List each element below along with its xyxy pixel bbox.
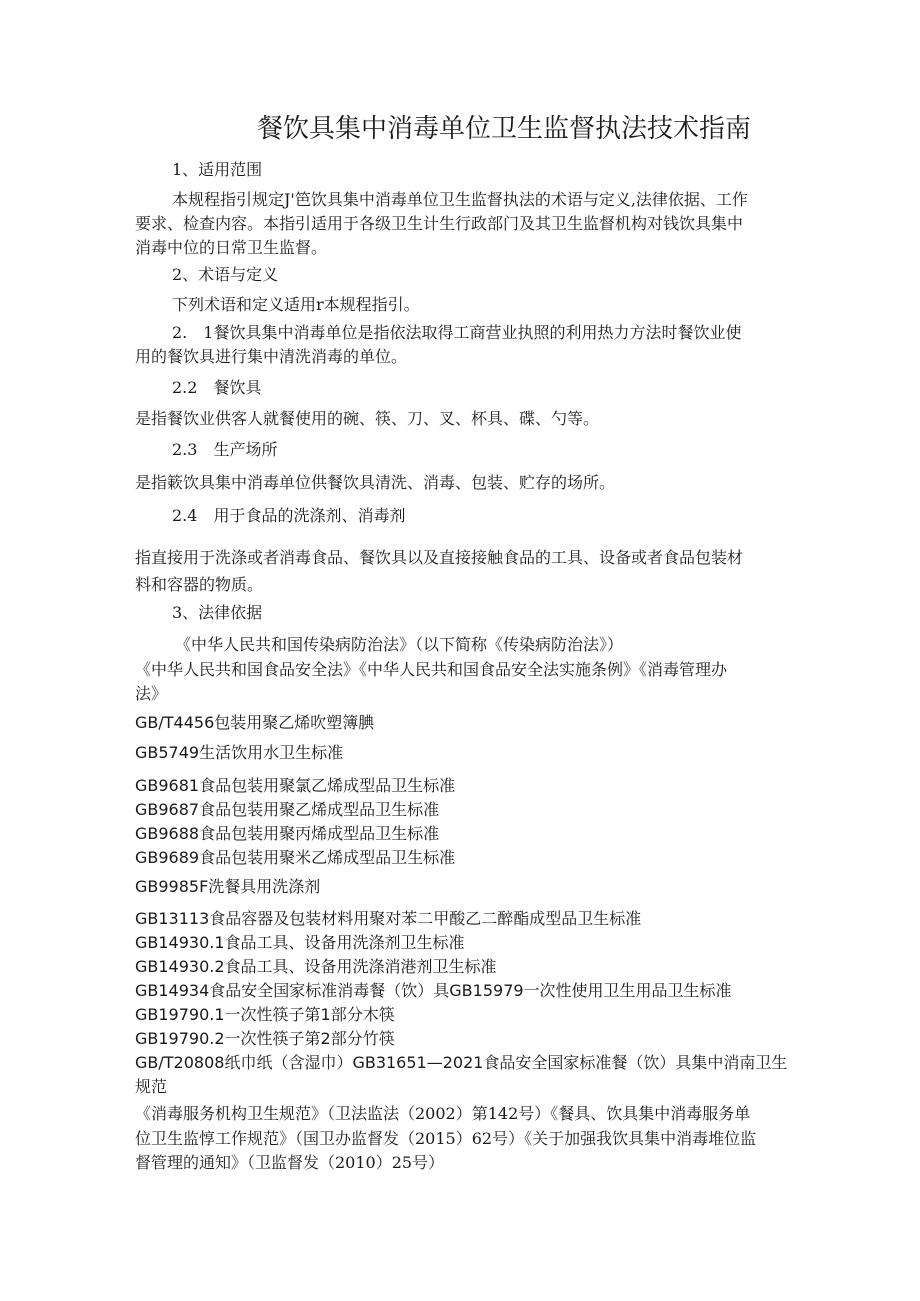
definition-text: 料和容器的物质。 xyxy=(135,575,264,594)
standard-line: GB13113食品容器及包装材料用聚对苯二甲酸乙二醉酯成型品卫生标准 xyxy=(135,909,642,928)
standard-line: GB5749生活饮用水卫生标准 xyxy=(135,743,344,762)
paragraph-line: 要求、检查内容。本指引适用于各级卫生计生行政部门及其卫生监督机构对钱饮具集中 xyxy=(135,214,744,233)
regulation-line: 位卫生监惇工作规范》（国卫办监督发（2015）62号）《关于加强我饮具集中消毒堆位监 xyxy=(135,1129,757,1148)
law-line: 《中华人民共和国食品安全法》《中华人民共和国食品安全法实施条例》《消毒管理办 xyxy=(135,660,728,679)
section-1-heading: 1、适用范围 xyxy=(172,160,263,179)
paragraph-line: 消毒中位的日常卫生监督。 xyxy=(135,238,328,257)
document-title: 餐饮具集中消毒单位卫生监督执法技术指南 xyxy=(256,114,751,144)
standard-line: GB14930.1食品工具、设备用洗涤剂卫生标准 xyxy=(135,933,465,952)
regulation-line: 《消毒服务机构卫生规范》（卫法监法（2002）第142号）《餐具、饮具集中消毒服务单 xyxy=(135,1104,751,1123)
standard-line: GB/T4456包装用聚乙烯吹塑簿腆 xyxy=(135,713,375,732)
definition-heading: 2.2 餐饮具 xyxy=(172,378,262,397)
definition-line: 2. 1餐饮具集中消毒单位是指依法取得工商营业执照的利用热力方法时餐饮业使 xyxy=(172,323,742,342)
law-line: 法》 xyxy=(135,684,168,703)
regulation-line: 督管理的通知》（卫监督发（2010）25号） xyxy=(135,1153,445,1172)
standard-line: GB9687食品包装用聚乙烯成型品卫生标准 xyxy=(135,800,440,819)
paragraph-line: 本规程指引规定J'笆饮具集中消毒单位卫生监督执法的术语与定义,法律依据、工作 xyxy=(172,190,748,209)
standard-line: GB19790.2一次性筷子第2部分竹筷 xyxy=(135,1029,395,1048)
standard-line: GB/T20808纸巾纸（含湿巾）GB31651—2021食品安全国家标准餐（饮）具集中消南卫生 xyxy=(135,1053,788,1072)
standard-line: GB9681食品包装用聚氯乙烯成型品卫生标准 xyxy=(135,776,456,795)
standard-line: GB9689食品包装用聚米乙烯成型品卫生标准 xyxy=(135,848,456,867)
standard-line: GB9688食品包装用聚丙烯成型品卫生标准 xyxy=(135,824,440,843)
standard-line: 规范 xyxy=(135,1077,168,1096)
law-line: 《中华人民共和国传染病防治法》（以下简称《传染病防治法》） xyxy=(175,635,624,654)
paragraph-line: 下列术语和定义适用r本规程指引。 xyxy=(172,295,420,314)
section-2-heading: 2、术语与定义 xyxy=(172,265,279,284)
definition-heading: 2.3 生产场所 xyxy=(172,440,278,459)
standard-line: GB14930.2食品工具、设备用洗涤消港剂卫生标准 xyxy=(135,957,497,976)
definition-heading: 2.4 用于食品的洗涤剂、消毒剂 xyxy=(172,506,406,525)
definition-text: 是指簌饮具集中消毒单位供餐饮具清洗、消毒、包装、贮存的场所。 xyxy=(135,473,616,492)
section-3-heading: 3、法律依据 xyxy=(172,603,263,622)
standard-line: GB14934食品安全国家标准消毒餐（饮）具GB15979一次性使用卫生用品卫生标准 xyxy=(135,981,732,1000)
definition-text: 指直接用于洗涤或者消毒食品、餐饮具以及直接接触食品的工具、设备或者食品包装材 xyxy=(135,548,744,567)
definition-line: 用的餐饮具进行集中清洗消毒的单位。 xyxy=(135,347,408,366)
standard-line: GB9985F洗餐具用洗涤剂 xyxy=(135,877,321,896)
standard-line: GB19790.1一次性筷子第1部分木筷 xyxy=(135,1005,395,1024)
definition-text: 是指餐饮业供客人就餐使用的碗、筷、刀、叉、杯具、碟、勺等。 xyxy=(135,409,600,428)
